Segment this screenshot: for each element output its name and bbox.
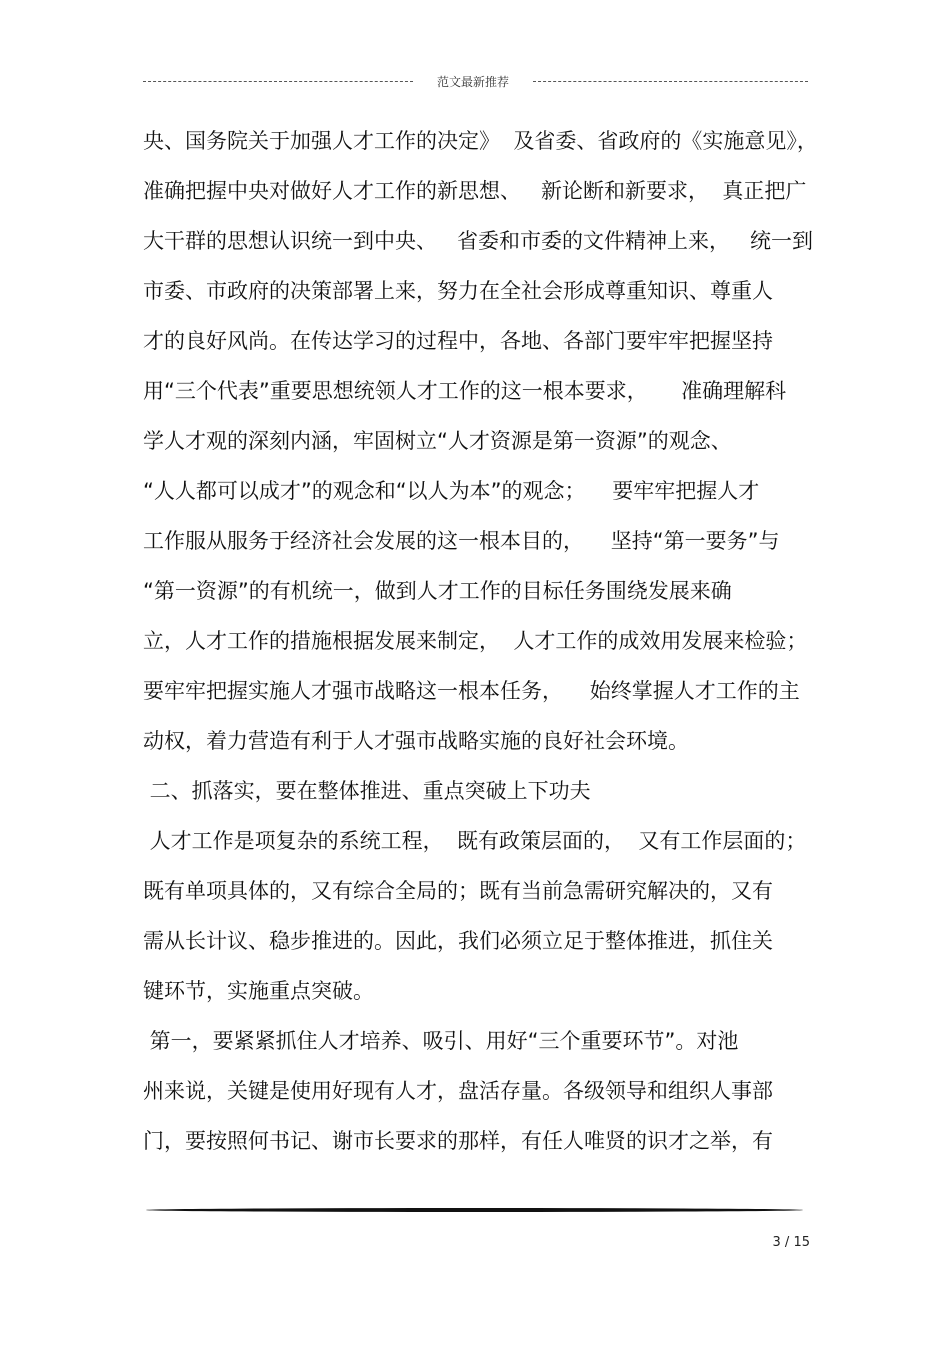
text-line: 州来说，关键是使用好现有人才，盘活存量。各级领导和组织人事部 [143,1079,773,1103]
text-line: 人才工作是项复杂的系统工程， 既有政策层面的， 又有工作层面的； [143,829,807,853]
header-dashed-rule-left [143,81,413,82]
section-heading: 二、抓落实，要在整体推进、重点突破上下功夫 [143,779,591,803]
header-dashed-rule-right [533,81,808,82]
text-line: 既有单项具体的，又有综合全局的；既有当前急需研究解决的，又有 [143,879,773,903]
text-line: 央、国务院关于加强人才工作的决定》 及省委、省政府的《实施意见》， [143,129,818,153]
document-body [143,116,818,1166]
page-header [143,72,808,92]
text-line: “第一资源”的有机统一，做到人才工作的目标任务围绕发展来确 [143,579,732,603]
header-title: 范文最新推荐 [436,75,509,89]
text-line: 大干群的思想认识统一到中央、 省委和市委的文件精神上来， 统一到 [143,229,814,253]
text-line: 立，人才工作的措施根据发展来制定， 人才工作的成效用发展来检验； [143,629,808,653]
text-line: 工作服从服务于经济社会发展的这一根本目的， 坚持“第一要务”与 [143,529,780,553]
page-number: 3 / 15 [772,1235,810,1250]
text-line: 用“三个代表”重要思想统领人才工作的这一根本要求， 准确理解科 [143,379,787,403]
text-line: “人人都可以成才”的观念和“以人为本”的观念； 要牢牢把握人才 [143,479,760,503]
text-line: 键环节，实施重点突破。 [143,979,374,1003]
text-line: 才的良好风尚。在传达学习的过程中，各地、各部门要牢牢把握坚持 [143,329,773,353]
footer-rule [146,1208,803,1212]
text-line: 学人才观的深刻内涵，牢固树立“人才资源是第一资源”的观念、 [143,429,732,453]
text-line: 准确把握中央对做好人才工作的新思想、 新论断和新要求， 真正把广 [143,179,807,203]
text-line: 动权，着力营造有利于人才强市战略实施的良好社会环境。 [143,729,689,753]
text-line: 要牢牢把握实施人才强市战略这一根本任务， 始终掌握人才工作的主 [143,679,800,703]
text-line: 门，要按照何书记、谢市长要求的那样，有任人唯贤的识才之举，有 [143,1129,773,1153]
text-line: 第一，要紧紧抓住人才培养、吸引、用好“三个重要环节”。对池 [143,1029,739,1053]
text-line: 需从长计议、稳步推进的。因此，我们必须立足于整体推进，抓住关 [143,929,773,953]
text-line: 市委、市政府的决策部署上来，努力在全社会形成尊重知识、尊重人 [143,279,773,303]
